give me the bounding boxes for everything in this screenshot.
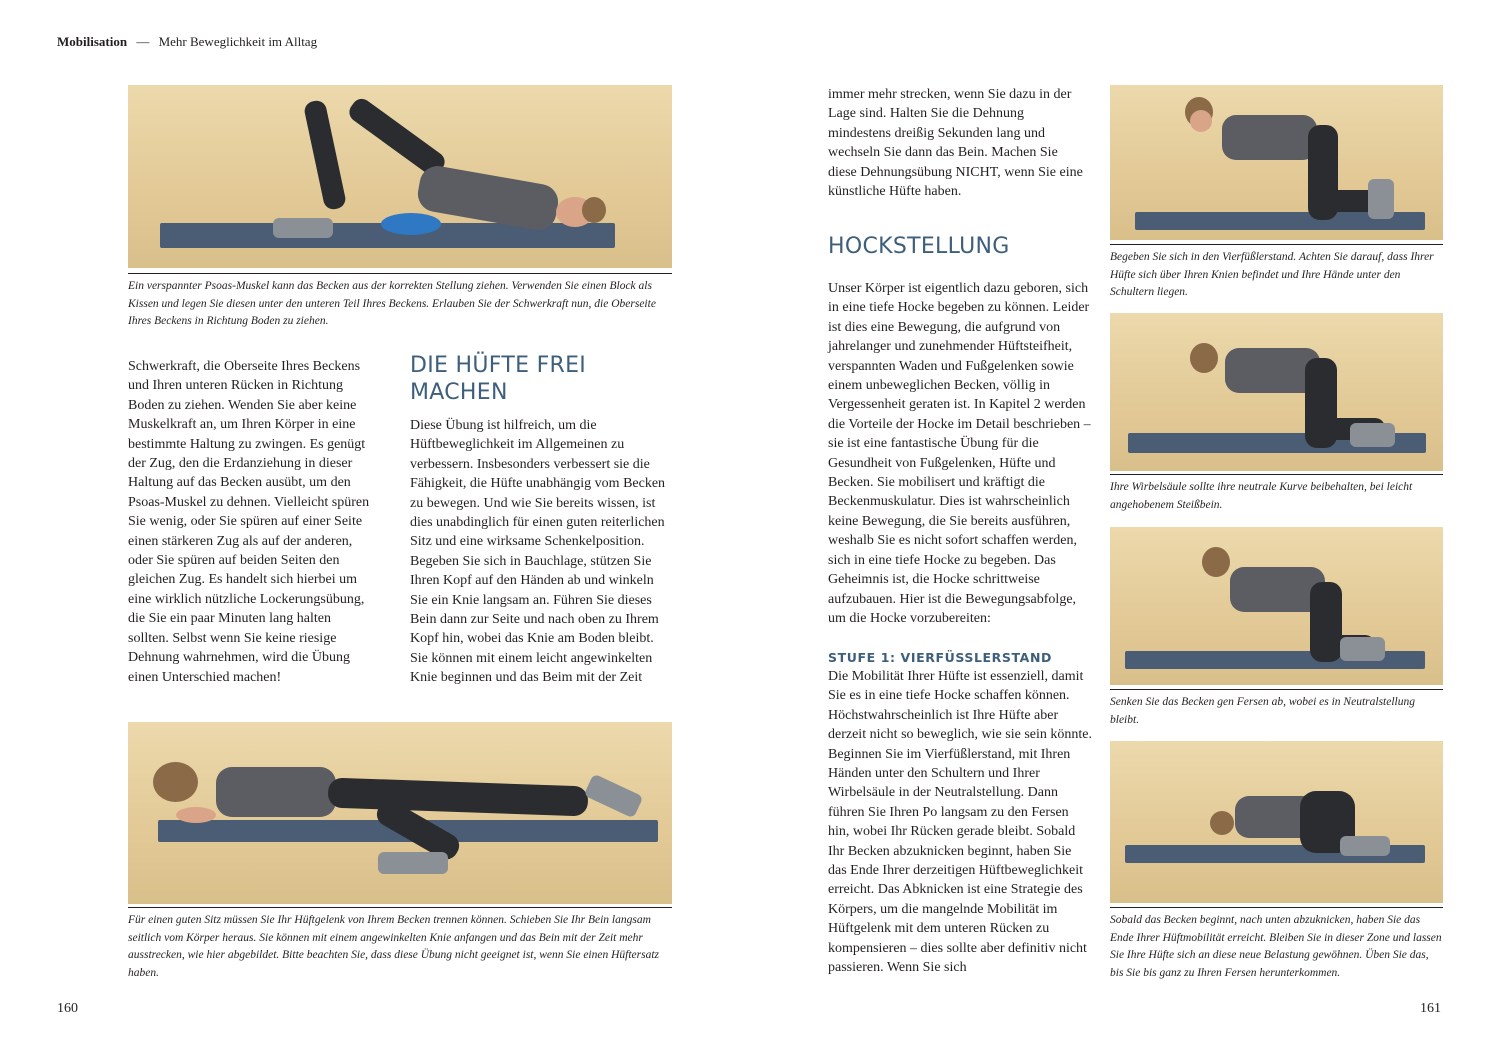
caption-quadruped-1: Begeben Sie sich in den Vierfüßlerstand. Achten Sie darauf, dass Ihrer Hüfte sich über Ihren Knien befindet und Ihre Hände unter den Schultern liegen. — [1110, 244, 1443, 302]
photo-quadruped-4 — [1110, 741, 1443, 903]
running-head-section: Mobilisation — [57, 34, 128, 49]
photo-bridge-exercise — [128, 85, 672, 268]
right-col1-body: Unser Körper ist eigentlich dazu geboren, sich in eine tiefe Hocke begeben zu können. Leider ist dies eine Bewegung, die aufgrund von jahrelanger und zunehmender Hüftsteifheit, verspannten Waden und Fußgelenken sowie einem unbeweglichen Becken, völlig in Vergessenheit geraten ist. In Kapitel 2 werden die Vorteile der Hocke im Detail beschrieben – sie ist eine fantastische Übung für die Gesundheit von Fußgelenken, Hüfte und Becken. Sie mobilisert und kräftigt die Beckenmuskulatur. Dies ist wahrscheinlich keine Bewegung, die Sie bereits ausführen, weshalb Sie es nicht sofort schaffen werden, sich in eine tiefe Hocke zu begeben. Das Geheimnis ist, die Hocke schrittweise aufzubauen. Hier ist die Bewegungsabfolge, um die Hocke vorzubereiten: — [828, 281, 1091, 626]
heading-huefte-frei-machen: DIE HÜFTE FREI MACHEN — [410, 353, 587, 405]
subhead-stufe-1: STUFE 1: VIERFÜSSLERSTAND — [828, 650, 1052, 665]
running-head-dash: — — [136, 34, 150, 49]
right-col1-body2: Die Mobilität Ihrer Hüfte ist essenziell, damit Sie es in eine tiefe Hocke schaffen können. Höchstwahrscheinlich ist Ihre Hüfte aber derzeit nicht so beweglich, wie sie sein könnte. Beginnen Sie im Vierfüßlerstand, mit Ihren Händen unter den Schultern und Ihrer Wirbelsäule in der Neutralstellung. Dann führen Sie Ihren Po langsam zu den Fersen hin, wobei Ihr Rücken gerade bleibt. Sobald Ihr Becken abzuknicken beginnt, haben Sie das Ende Ihrer derzeitigen Hüftbeweglichkeit erreicht. Das Abknicken ist eine Strategie des Körpers, um die mangelnde Mobilität im Hüftgelenk mit dem unteren Rücken zu kompensieren – dies sollte aber definitiv nicht passieren. Wenn Sie sich — [828, 669, 1092, 976]
page-number-left: 160 — [57, 1001, 78, 1016]
left-col2-body: Diese Übung ist hilfreich, um die Hüftbeweglichkeit im Allgemeinen zu verbessern. Insbesonders verbessert sie die Fähigkeit, die Hüfte unabhängig vom Becken zu bewegen. Und wie Sie bereits wissen, ist dies unabdinglich für einen guten reiterlichen Sitz und eine wirksame Schenkelposition. Begeben Sie sich in Bauchlage, stützen Sie Ihren Kopf auf den Händen ab und winkeln Sie ein Knie langsam an. Führen Sie dieses Bein dann zur Seite und nach oben zu Ihrem Kopf hin, wobei das Knie am Boden bleibt. Sie können mit einem leicht angewinkelten Knie beginnen und das Beim mit der Zeit — [410, 418, 666, 686]
left-col1-body: Schwerkraft, die Oberseite Ihres Beckens und Ihren unteren Rücken in Richtung Boden zu ziehen. Wenden Sie aber keine Muskelkraft an, um Ihren Körper in eine bestimmte Haltung zu zwingen. Es genügt der Zug, den die Erdanziehung in dieser Haltung auf das Becken ausübt, um den Psoas-Muskel zu dehnen. Vielleicht spüren Sie wenig, oder Sie spüren auf einer Seite einen stärkeren Zug als auf der anderen, oder Sie spüren auf beiden Seiten den gleichen Zug. Es handelt sich hierbei um eine wirklich nützliche Lockerungsübung, die Sie ein paar Minuten lang halten sollten. Selbst wenn Sie keine riesige Dehnung wahrnehmen, wird die Übung einen Unterschied machen! — [128, 359, 370, 685]
heading-hockstellung: HOCKSTELLUNG — [828, 234, 1010, 259]
photo-quadruped-2 — [1110, 313, 1443, 471]
caption-quadruped-3: Senken Sie das Becken gen Fersen ab, wobei es in Neutralstellung bleibt. — [1110, 689, 1443, 729]
caption-quadruped-4: Sobald das Becken beginnt, nach unten abzuknicken, haben Sie das Ende Ihrer Hüftmobilität erreicht. Bleiben Sie in dieser Zone und lassen Sie Ihre Hüfte sich an diese neue Belastung gewöhnen. Üben Sie das, bis Sie bis ganz zu Ihren Fersen herunterkommen. — [1110, 907, 1443, 982]
running-head — [57, 34, 317, 50]
running-head-title: Mehr Beweglichkeit im Alltag — [158, 34, 318, 49]
page-number-right: 161 — [1420, 1001, 1441, 1016]
caption-quadruped-2: Ihre Wirbelsäule sollte ihre neutrale Kurve beibehalten, bei leicht angehobenem Steißbein. — [1110, 474, 1443, 514]
photo-hip-side-exercise — [128, 722, 672, 904]
right-col1-intro: immer mehr strecken, wenn Sie dazu in der Lage sind. Halten Sie die Dehnung mindestens dreißig Sekunden lang und wechseln Sie dann das Bein. Machen Sie diese Dehnungsübung NICHT, wenn Sie eine künstliche Hüfte haben. — [828, 87, 1083, 200]
photo-quadruped-3 — [1110, 527, 1443, 685]
photo-quadruped-1 — [1110, 85, 1443, 240]
caption-bridge: Ein verspannter Psoas-Muskel kann das Becken aus der korrekten Stellung ziehen. Verwenden Sie einen Block als Kissen und legen Sie diesen unter den unteren Teil Ihres Beckens. Erlauben Sie der Schwerkraft nun, die Oberseite Ihres Beckens in Richtung Boden zu ziehen. — [128, 273, 672, 331]
caption-hip-side: Für einen guten Sitz müssen Sie Ihr Hüftgelenk von Ihrem Becken trennen können. Schieben Sie Ihr Bein langsam seitlich vom Körper heraus. Sie können mit einem angewinkelten Knie anfangen und das Bein mit der Zeit mehr ausstrecken, wie hier abgebildet. Bitte beachten Sie, dass diese Übung nicht geeignet ist, wenn Sie einen Hüftersatz haben. — [128, 907, 672, 982]
